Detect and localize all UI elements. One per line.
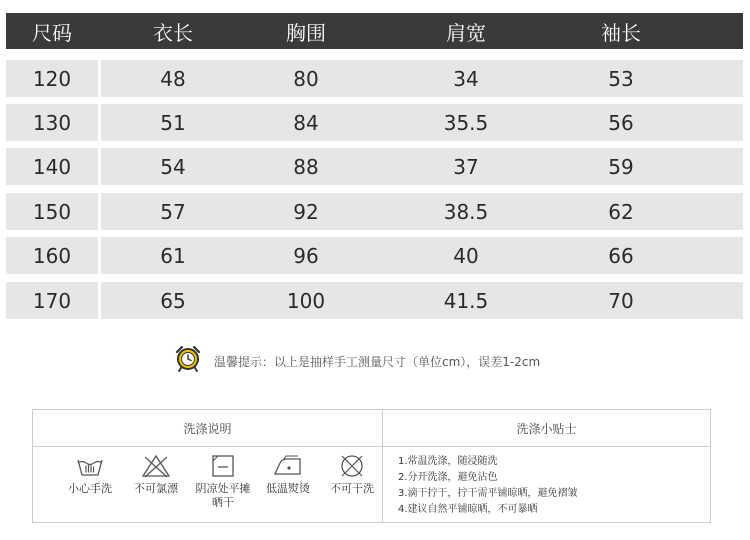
cell-length: 57	[160, 199, 186, 224]
row-divider	[98, 193, 101, 230]
table-row	[6, 148, 743, 185]
row-divider	[98, 237, 101, 274]
care-label: 不可氯漂	[134, 482, 178, 495]
hand-wash-icon	[75, 454, 105, 478]
cell-shoulder: 35.5	[443, 110, 489, 135]
low-iron-icon	[272, 454, 304, 478]
cell-sleeve: 62	[608, 199, 634, 224]
cell-size: 120	[32, 66, 72, 91]
cell-length: 61	[160, 243, 186, 268]
cell-length: 48	[160, 66, 186, 91]
cell-chest: 80	[293, 66, 319, 91]
cell-sleeve: 56	[608, 110, 634, 135]
no-dry-clean-icon	[337, 454, 367, 478]
header-chest: 胸围	[286, 20, 326, 45]
care-item-dry-flat	[190, 454, 256, 510]
row-divider	[98, 282, 101, 319]
cell-shoulder: 37	[453, 154, 479, 179]
measurement-notice	[172, 345, 540, 377]
care-label: 低温熨烫	[266, 482, 310, 495]
table-row	[6, 193, 743, 230]
cell-chest: 100	[286, 288, 326, 313]
list-item: 1.常温洗涤，随浸随洗	[398, 456, 498, 467]
cell-chest: 84	[293, 110, 319, 135]
cell-shoulder: 38.5	[443, 199, 489, 224]
list-item: 4.建议自然平铺晾晒，不可暴晒	[398, 504, 538, 515]
care-label: 不可干洗	[330, 482, 374, 495]
table-row	[6, 282, 743, 319]
cell-chest: 88	[293, 154, 319, 179]
header-length: 衣长	[153, 20, 193, 45]
alarm-clock-icon	[172, 345, 204, 377]
care-item-hand-wash	[57, 454, 123, 496]
care-item-no-bleach	[123, 454, 189, 496]
care-panel	[32, 409, 711, 523]
care-instructions-title: 洗涤说明	[183, 421, 232, 436]
care-item-no-dry-clean	[319, 454, 385, 496]
dry-flat-shade-icon	[208, 454, 238, 478]
row-divider	[98, 104, 101, 141]
cell-sleeve: 66	[608, 243, 634, 268]
cell-shoulder: 41.5	[443, 288, 489, 313]
cell-size: 140	[32, 154, 72, 179]
cell-size: 130	[32, 110, 72, 135]
cell-size: 160	[32, 243, 72, 268]
care-tips-title: 洗涤小贴士	[516, 421, 577, 436]
cell-sleeve: 70	[608, 288, 634, 313]
header-size: 尺码	[32, 20, 72, 45]
cell-length: 51	[160, 110, 186, 135]
care-tips-list	[398, 454, 578, 518]
care-header-divider	[33, 446, 710, 447]
table-row	[6, 104, 743, 141]
list-item: 2.分开洗涤，避免沾色	[398, 472, 498, 483]
cell-chest: 96	[293, 243, 319, 268]
cell-size: 170	[32, 288, 72, 313]
table-row	[6, 60, 743, 97]
cell-chest: 92	[293, 199, 319, 224]
table-row	[6, 237, 743, 274]
cell-length: 54	[160, 154, 186, 179]
care-item-low-iron	[255, 454, 321, 496]
no-bleach-icon	[141, 454, 171, 478]
notice-text: 温馨提示：以上是抽样手工测量尺寸（单位cm），误差1-2cm	[214, 354, 541, 369]
list-item: 3.滴干拧干，拧干需平铺晾晒，避免褶皱	[398, 488, 578, 499]
row-divider	[98, 60, 101, 97]
cell-length: 65	[160, 288, 186, 313]
cell-shoulder: 40	[453, 243, 479, 268]
care-label: 小心手洗	[68, 482, 112, 495]
care-label: 阴凉处平摊晒干	[195, 482, 251, 509]
cell-sleeve: 59	[608, 154, 634, 179]
cell-shoulder: 34	[453, 66, 479, 91]
cell-sleeve: 53	[608, 66, 634, 91]
size-table-header	[6, 13, 743, 49]
row-divider	[98, 148, 101, 185]
header-sleeve: 袖长	[601, 20, 641, 45]
cell-size: 150	[32, 199, 72, 224]
header-shoulder: 肩宽	[446, 20, 486, 45]
